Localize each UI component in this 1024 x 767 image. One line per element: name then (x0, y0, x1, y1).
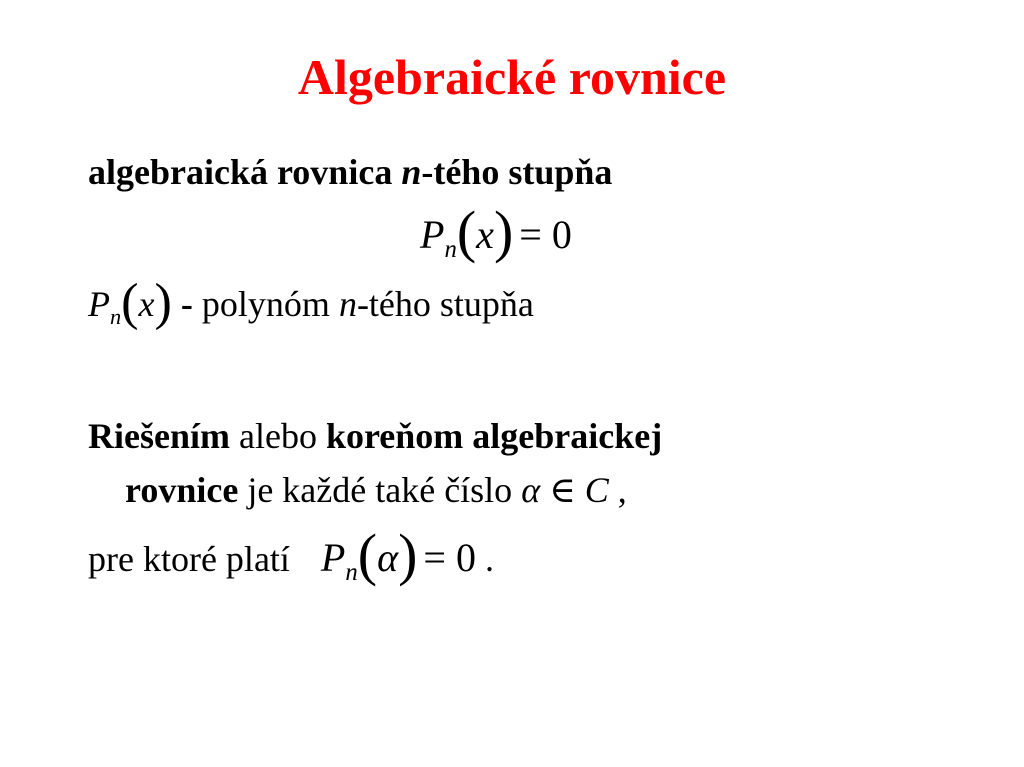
line2-x: x (138, 284, 155, 324)
definition-n: n (401, 152, 422, 192)
eq1-rhs: = 0 (519, 212, 572, 257)
root-definition-continuation (125, 468, 627, 512)
line2-n: n (338, 284, 357, 324)
line5-left-paren: ( (357, 521, 378, 587)
line5-dot: . (475, 539, 494, 579)
line2-text-start: polynóm (201, 284, 339, 324)
line5-p: P (320, 535, 346, 580)
definition-text-end: -tého stupňa (421, 152, 613, 192)
condition-line (88, 521, 494, 587)
eq1-left-paren: ( (456, 198, 477, 264)
korenom-bold: koreňom algebraickej (325, 416, 663, 456)
eq1-p: P (420, 212, 445, 257)
alebo-text: alebo (229, 416, 326, 456)
number-text: je každé také číslo (238, 470, 522, 510)
line5-right-paren: ) (398, 521, 418, 587)
definition-text-start: algebraická rovnica (88, 152, 402, 192)
alpha-symbol: α (521, 470, 541, 510)
polynomial-line (88, 272, 534, 331)
line2-text-end: -tého stupňa (356, 284, 534, 324)
riesenim-bold: Riešením (88, 416, 230, 456)
eq1-x: x (476, 212, 494, 257)
line5-alpha: α (377, 535, 399, 580)
alpha-in-c (521, 470, 609, 510)
eq1-right-paren: ) (493, 198, 514, 264)
equation-pn-x (420, 198, 572, 266)
line2-sub-n: n (110, 303, 122, 329)
condition-equation (320, 521, 476, 587)
element-of-symbol: ∈ (540, 470, 585, 510)
line2-right-paren: ) (154, 272, 172, 331)
slide-title: Algebraické rovnice (297, 49, 727, 105)
complex-set-c: C (584, 470, 609, 510)
eq1-sub-n: n (444, 235, 457, 263)
line2-left-paren: ( (121, 272, 139, 331)
root-definition-line (88, 414, 662, 458)
line5-rhs: = 0 (423, 535, 476, 580)
rovnice-bold: rovnice (125, 470, 239, 510)
definition-line (88, 150, 612, 194)
line2-math (88, 272, 172, 331)
line5-sub-n: n (345, 558, 358, 586)
line2-p: P (88, 284, 110, 324)
pre-ktore-text: pre ktoré platí (88, 539, 299, 579)
line4-comma: , (608, 470, 627, 510)
line2-dash: - (171, 284, 202, 324)
